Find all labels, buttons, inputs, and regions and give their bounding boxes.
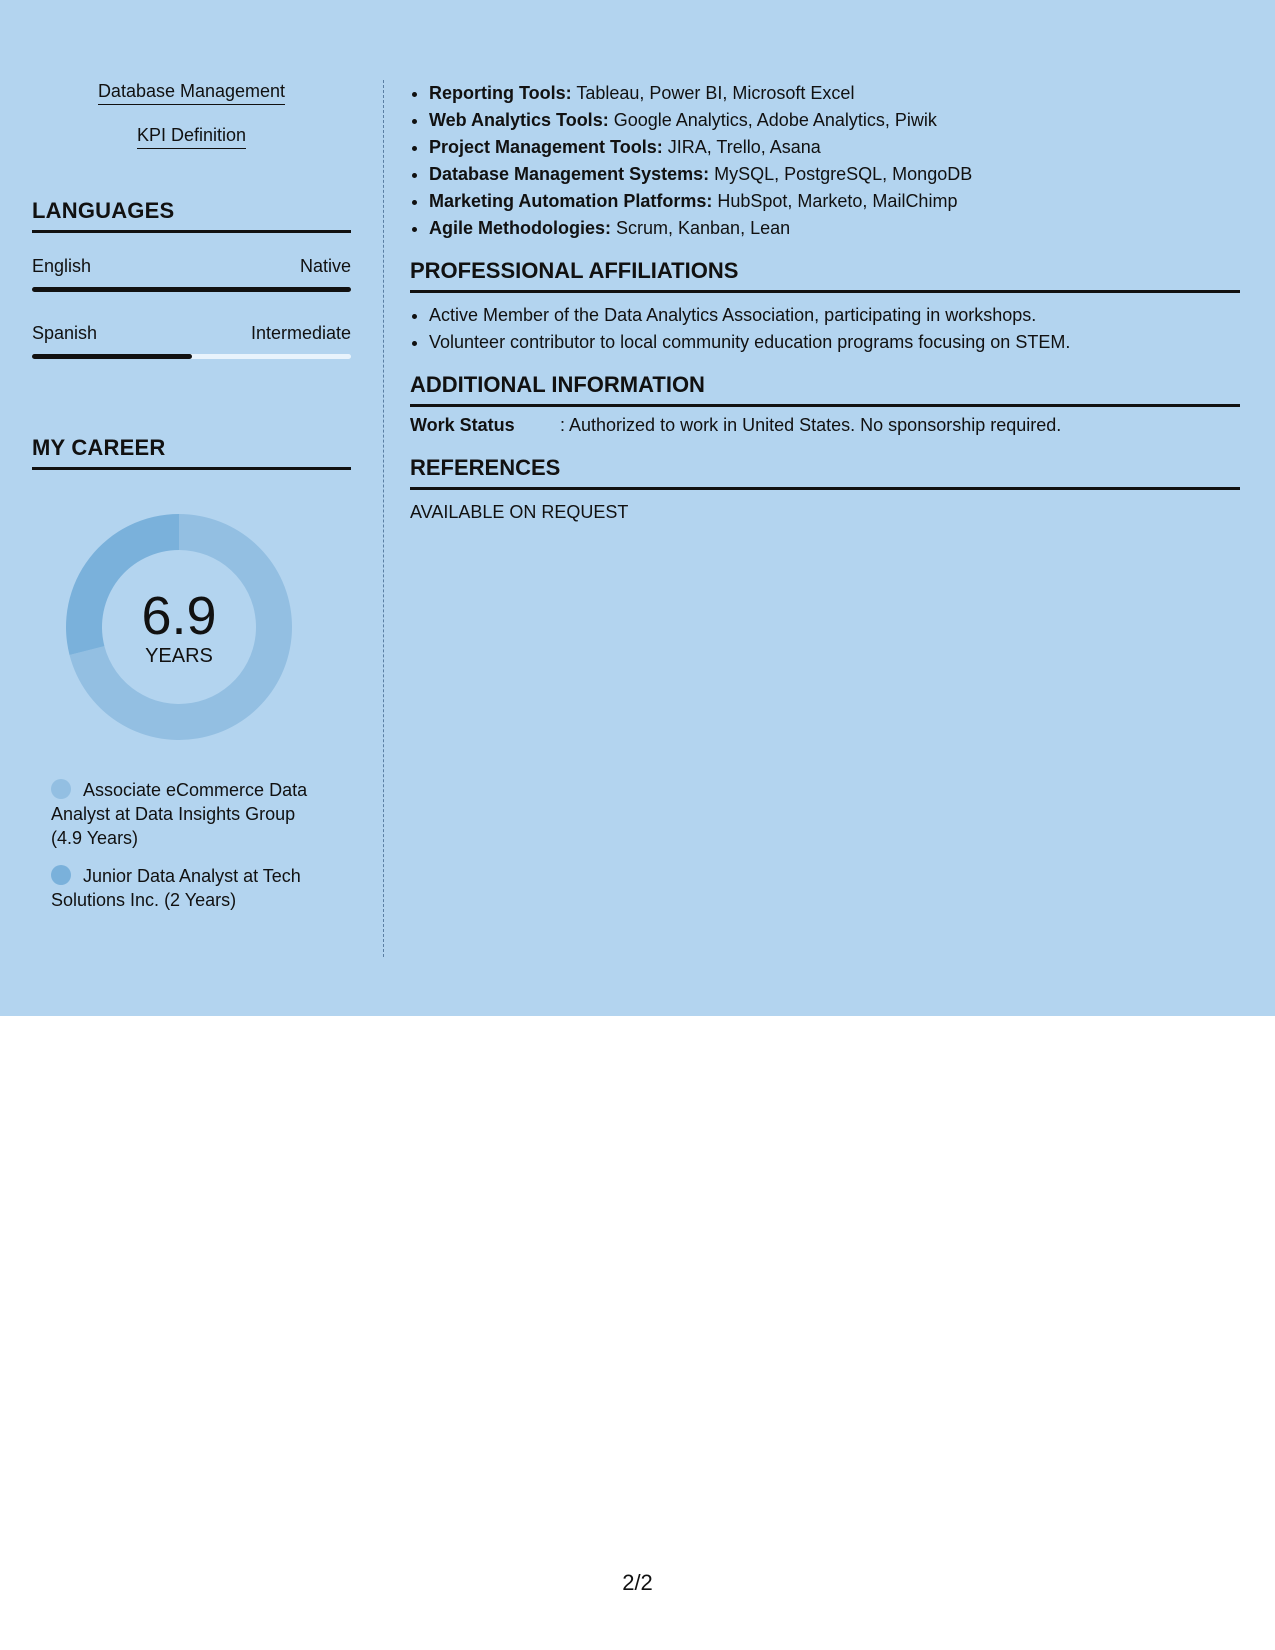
language-bar-fill — [32, 287, 351, 292]
language-spanish — [32, 322, 351, 359]
career-legend — [51, 778, 331, 912]
tool-label: Marketing Automation Platforms: — [429, 191, 713, 211]
page-number: 2/2 — [622, 1570, 653, 1595]
language-bar — [32, 354, 351, 359]
tool-value: MySQL, PostgreSQL, MongoDB — [709, 164, 973, 184]
legend-dot-icon — [51, 865, 71, 885]
tool-item — [429, 161, 1240, 188]
language-level: Native — [299, 256, 351, 276]
career-donut-chart — [66, 514, 292, 740]
language-name: English — [32, 256, 92, 276]
tools-list — [410, 80, 1240, 242]
tool-label: Database Management Systems: — [429, 164, 710, 184]
language-bar — [32, 287, 351, 292]
tool-label: Project Management Tools: — [429, 137, 663, 157]
language-english — [32, 255, 351, 292]
legend-label: Junior Data Analyst at Tech Solutions Inc. (2 Years) — [51, 866, 301, 910]
tool-value: Google Analytics, Adobe Analytics, Piwik — [608, 110, 937, 130]
tool-item — [429, 107, 1240, 134]
tool-item — [429, 188, 1240, 215]
affiliation-item: • Volunteer contributor to local community education programs focusing on STEM. — [429, 329, 1240, 356]
legend-item — [51, 778, 331, 850]
work-status-row — [410, 413, 1240, 437]
affiliations-title: PROFESSIONAL AFFILIATIONS — [410, 258, 1240, 293]
right-column — [410, 80, 1240, 524]
references-title: REFERENCES — [410, 455, 1240, 490]
tool-label: Reporting Tools: — [429, 83, 572, 103]
legend-item — [51, 864, 331, 912]
affiliation-item: • Active Member of the Data Analytics Association, participating in workshops. — [429, 302, 1240, 329]
tool-label: Web Analytics Tools: — [429, 110, 609, 130]
affiliations-list — [410, 302, 1240, 356]
additional-info-title: ADDITIONAL INFORMATION — [410, 372, 1240, 407]
tool-item — [429, 134, 1240, 161]
career-title: MY CAREER — [32, 435, 351, 470]
tool-value: JIRA, Trello, Asana — [662, 137, 821, 157]
career-total-years: 6.9 — [141, 586, 217, 646]
legend-label: Associate eCommerce Data Analyst at Data Insights Group (4.9 Years) — [51, 780, 308, 848]
language-bar-fill — [32, 354, 192, 359]
tool-value: Scrum, Kanban, Lean — [611, 218, 791, 238]
work-status-value: : Authorized to work in United States. No sponsorship required. — [560, 415, 1062, 435]
tool-label: Agile Methodologies: — [429, 218, 611, 238]
language-name: Spanish — [32, 323, 98, 343]
languages-title: LANGUAGES — [32, 198, 351, 233]
tool-value: HubSpot, Marketo, MailChimp — [712, 191, 958, 211]
skill-database-management: Database Management — [98, 80, 285, 105]
skill-kpi-definition: KPI Definition — [137, 124, 246, 149]
column-divider — [383, 80, 384, 957]
career-years-unit: YEARS — [145, 645, 213, 667]
left-column — [32, 80, 351, 912]
references-text: AVAILABLE ON REQUEST — [410, 502, 629, 522]
tool-item — [429, 80, 1240, 107]
tool-item — [429, 215, 1240, 242]
tool-value: Tableau, Power BI, Microsoft Excel — [571, 83, 855, 103]
language-level: Intermediate — [250, 323, 351, 343]
legend-dot-icon — [51, 779, 71, 799]
work-status-label: Work Status — [410, 415, 515, 435]
